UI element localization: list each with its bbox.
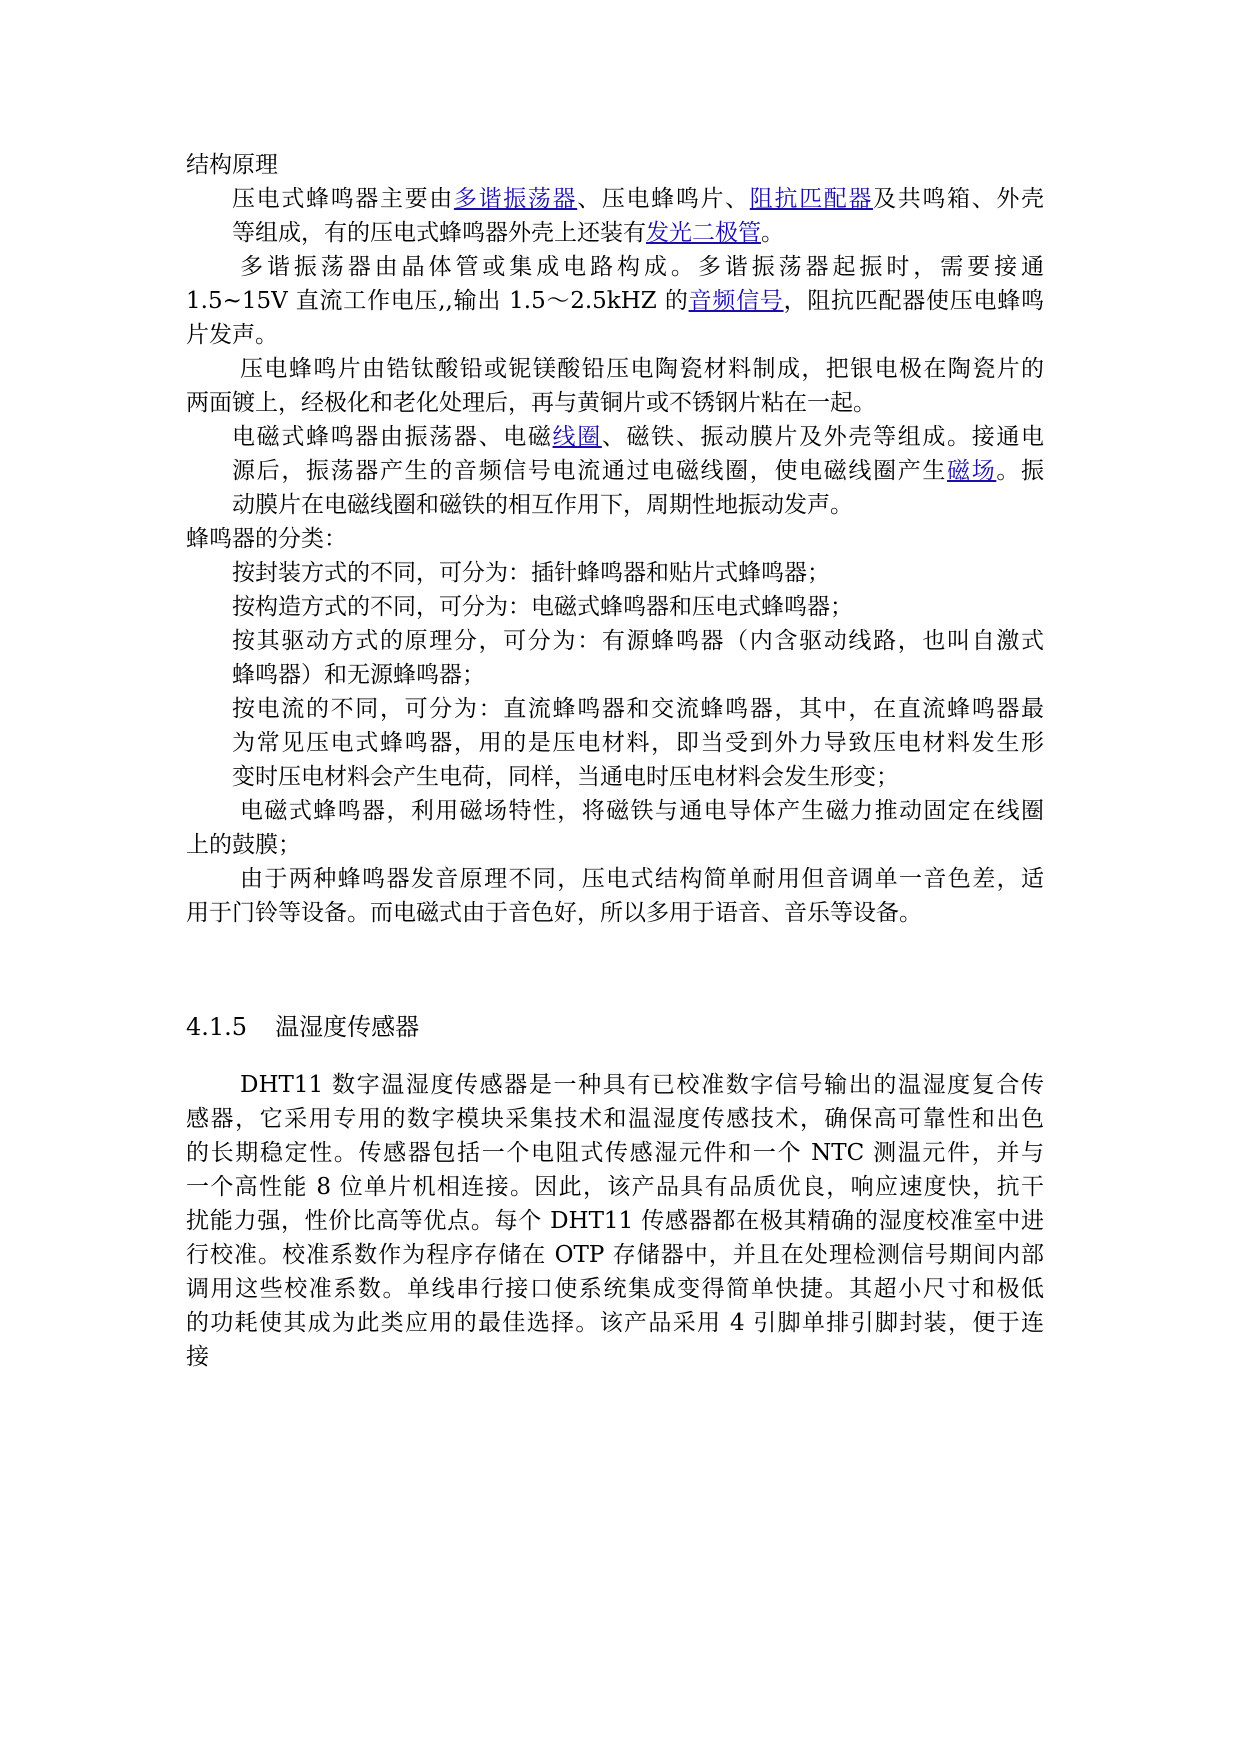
paragraph-line: 用于门铃等设备。而电磁式由于音色好，所以多用于语音、音乐等设备。 — [186, 900, 922, 926]
paragraph-line — [232, 420, 1044, 454]
paragraph-line — [232, 216, 784, 250]
paragraph-line: 电磁式蜂鸣器，利用磁场特性，将磁铁与通电导体产生磁力推动固定在线圈 — [240, 798, 1044, 824]
paragraph-line: 调用这些校准系数。单线串行接口使系统集成变得简单快捷。其超小尺寸和极低 — [186, 1276, 1044, 1302]
paragraph-line: 上的鼓膜； — [186, 832, 301, 858]
paragraph-line: 一个高性能 8 位单片机相连接。因此，该产品具有品质优良，响应速度快，抗干 — [186, 1174, 1044, 1200]
list-item: 按其驱动方式的原理分，可分为：有源蜂鸣器（内含驱动线路，也叫自激式 — [232, 628, 1044, 654]
paragraph-line: 扰能力强，性价比高等优点。每个 DHT11 传感器都在极其精确的湿度校准室中进 — [186, 1208, 1044, 1234]
list-item-continued: 变时压电材料会产生电荷，同样，当通电时压电材料会发生形变； — [232, 764, 899, 790]
paragraph-line: 接 — [186, 1344, 209, 1370]
text-span: 电磁式蜂鸣器由振荡器、电磁 — [232, 424, 553, 450]
section-heading-title: 温湿度传感器 — [275, 1013, 420, 1041]
link-led[interactable]: 发光二极管 — [646, 220, 761, 246]
text-span: ，阻抗匹配器使压电蜂鸣 — [783, 288, 1045, 314]
paragraph-line: 压电蜂鸣片由锆钛酸铅或铌镁酸铅压电陶瓷材料制成，把银电极在陶瓷片的 — [240, 356, 1044, 382]
list-item-continued: 蜂鸣器）和无源蜂鸣器； — [232, 662, 485, 688]
paragraph-line — [232, 182, 1044, 216]
link-impedance-matcher[interactable]: 阻抗匹配器 — [749, 186, 874, 212]
section-title-classification: 蜂鸣器的分类： — [186, 526, 347, 552]
paragraph-line: 的长期稳定性。传感器包括一个电阻式传感湿元件和一个 NTC 测温元件，并与 — [186, 1140, 1044, 1166]
text-span: 1.5~15V 直流工作电压,,输出 1.5～2.5kHZ 的 — [186, 288, 689, 314]
link-magnetic-field[interactable]: 磁场 — [947, 458, 997, 484]
link-multivibrator[interactable]: 多谐振荡器 — [453, 186, 578, 212]
list-item: 按构造方式的不同，可分为：电磁式蜂鸣器和压电式蜂鸣器； — [232, 594, 853, 620]
text-span: 源后，振荡器产生的音频信号电流通过电磁线圈，使电磁线圈产生 — [232, 458, 948, 484]
paragraph-line: 的功耗使其成为此类应用的最佳选择。该产品采用 4 引脚单排引脚封装，便于连 — [186, 1310, 1044, 1336]
text-span: 。 — [761, 220, 784, 246]
text-span: 等组成，有的压电式蜂鸣器外壳上还装有 — [232, 220, 646, 246]
text-span: 压电式蜂鸣器主要由 — [232, 186, 454, 212]
paragraph-line — [232, 454, 1044, 488]
section-heading — [186, 1010, 419, 1044]
text-span: 及共鸣箱、外壳 — [873, 186, 1044, 212]
paragraph-line: 由于两种蜂鸣器发音原理不同，压电式结构简单耐用但音调单一音色差，适 — [240, 866, 1044, 892]
paragraph-line: 动膜片在电磁线圈和磁铁的相互作用下，周期性地振动发声。 — [232, 492, 853, 518]
link-audio-signal[interactable]: 音频信号 — [688, 288, 784, 314]
paragraph-line: DHT11 数字温湿度传感器是一种具有已校准数字信号输出的温湿度复合传 — [240, 1072, 1044, 1098]
paragraph-line: 两面镀上，经极化和老化处理后，再与黄铜片或不锈钢片粘在一起。 — [186, 390, 876, 416]
section-number: 4.1.5 — [186, 1013, 248, 1041]
text-span: 、磁铁、振动膜片及外壳等组成。接通电 — [601, 424, 1044, 450]
section-title-structure: 结构原理 — [186, 152, 278, 178]
list-item: 按封装方式的不同，可分为：插针蜂鸣器和贴片式蜂鸣器； — [232, 560, 830, 586]
paragraph-line: 行校准。校准系数作为程序存储在 OTP 存储器中，并且在处理检测信号期间内部 — [186, 1242, 1044, 1268]
list-item: 按电流的不同，可分为：直流蜂鸣器和交流蜂鸣器，其中，在直流蜂鸣器最 — [232, 696, 1044, 722]
list-item-continued: 为常见压电式蜂鸣器，用的是压电材料，即当受到外力导致压电材料发生形 — [232, 730, 1044, 756]
text-span: 。振 — [996, 458, 1044, 484]
paragraph-line: 感器，它采用专用的数字模块采集技术和温湿度传感技术，确保高可靠性和出色 — [186, 1106, 1044, 1132]
paragraph-line: 多谐振荡器由晶体管或集成电路构成。多谐振荡器起振时，需要接通 — [240, 254, 1044, 280]
text-span: 、压电蜂鸣片、 — [577, 186, 750, 212]
paragraph-line: 片发声。 — [186, 322, 278, 348]
link-coil[interactable]: 线圈 — [552, 424, 602, 450]
paragraph-line — [186, 284, 1044, 318]
